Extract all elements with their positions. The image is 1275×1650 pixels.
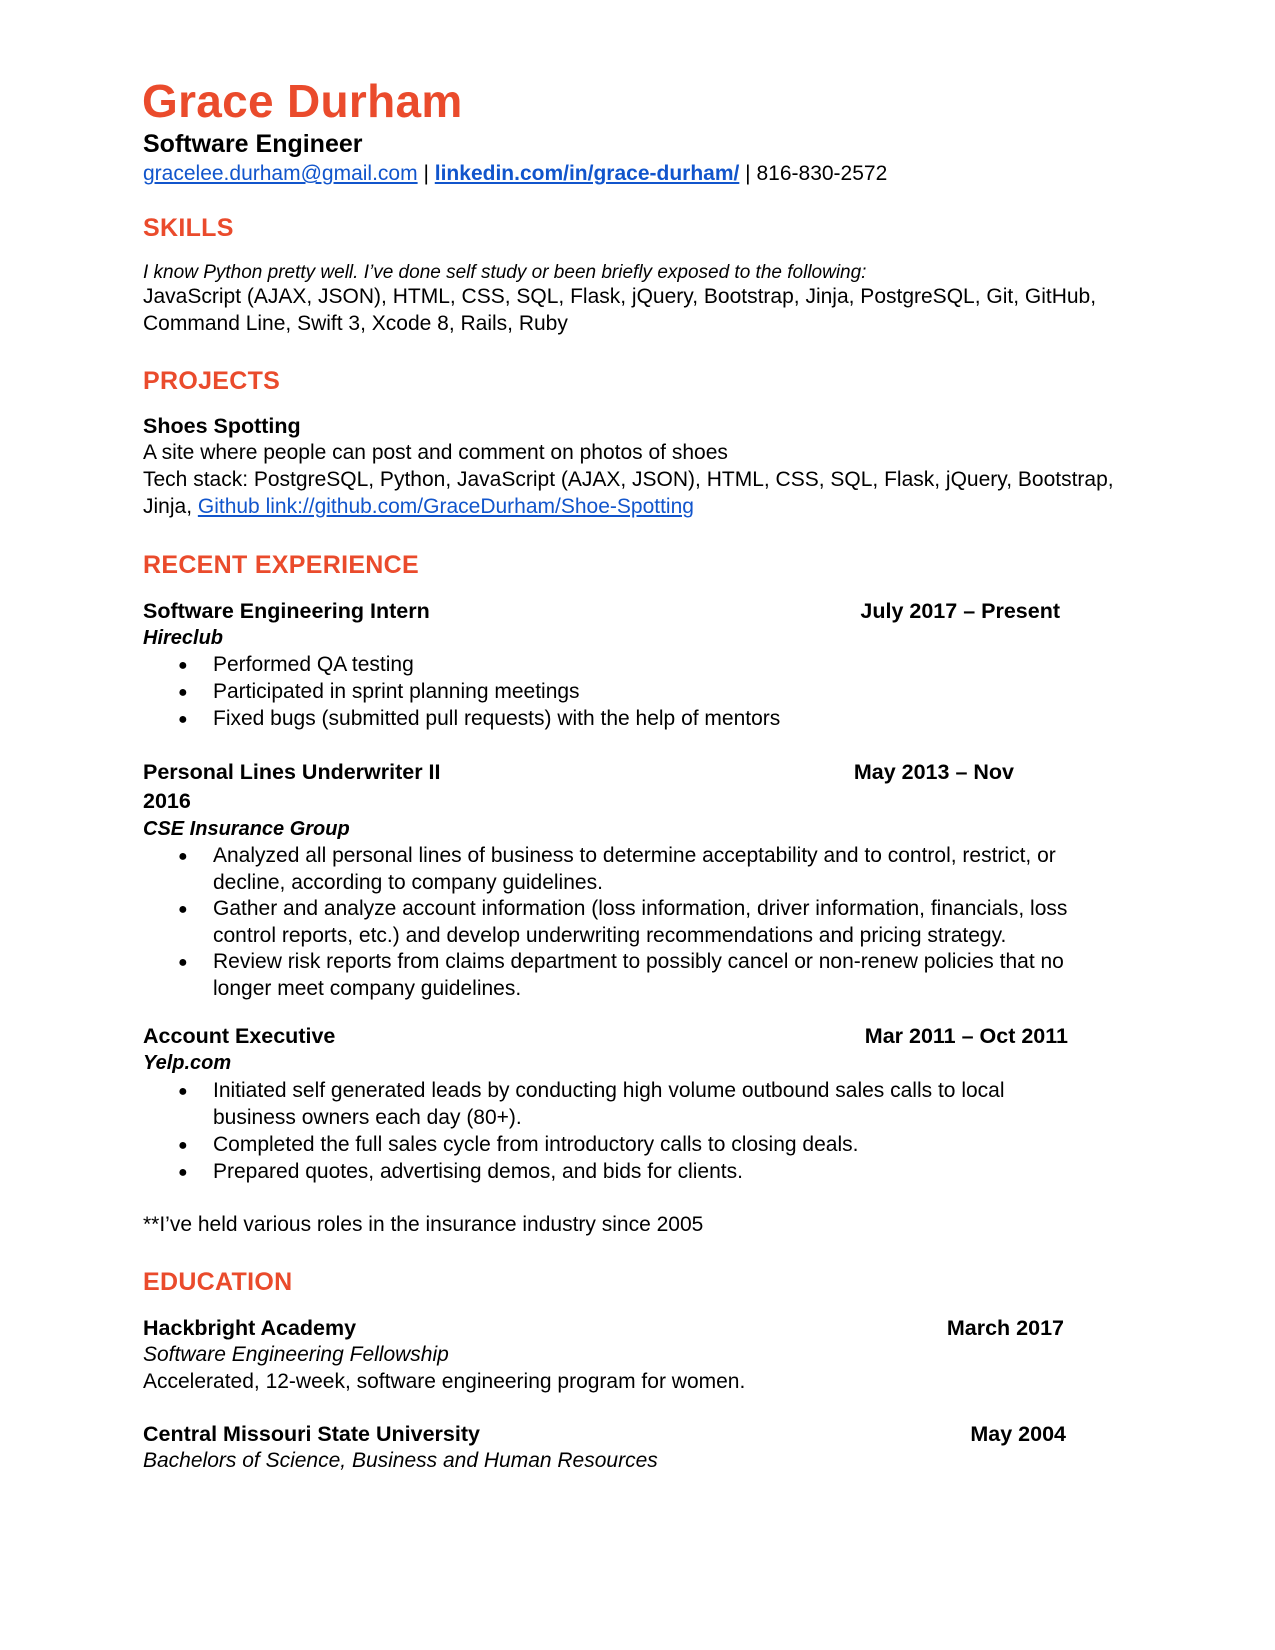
school-description: Accelerated, 12-week, software engineering program for women. <box>143 1370 746 1393</box>
list-item: Analyzed all personal lines of business to determine acceptability and to control, restrict, or <box>213 844 1056 867</box>
skills-list-line: JavaScript (AJAX, JSON), HTML, CSS, SQL, Flask, jQuery, Bootstrap, Jinja, PostgreSQL, Git, GitHub, <box>143 285 1097 308</box>
project-name: Shoes Spotting <box>143 414 301 438</box>
list-item-cont: business owners each day (80+). <box>213 1106 522 1129</box>
list-item: Gather and analyze account information (loss information, driver information, financials, loss <box>213 897 1068 920</box>
list-item: Fixed bugs (submitted pull requests) with the help of mentors <box>213 707 781 730</box>
school-program: Software Engineering Fellowship <box>143 1343 449 1366</box>
contact-separator: | <box>745 162 751 185</box>
school-name: Central Missouri State University <box>143 1422 480 1446</box>
school-program: Bachelors of Science, Business and Human Resources <box>143 1449 658 1472</box>
job-dates: July 2017 – Present <box>860 599 1060 623</box>
list-item: Participated in sprint planning meetings <box>213 680 580 703</box>
bullet-icon: ● <box>178 684 188 701</box>
job-company: Yelp.com <box>143 1052 232 1074</box>
experience-note: **I’ve held various roles in the insurance industry since 2005 <box>143 1213 704 1236</box>
phone-number: 816-830-2572 <box>756 162 888 185</box>
email-link[interactable]: gracelee.durham@gmail.com <box>143 162 418 185</box>
list-item: Performed QA testing <box>213 653 414 676</box>
projects-heading: PROJECTS <box>143 367 281 395</box>
school-name: Hackbright Academy <box>143 1316 357 1340</box>
bullet-icon: ● <box>178 954 188 971</box>
bullet-icon: ● <box>178 848 188 865</box>
bullet-icon: ● <box>178 657 188 674</box>
list-item-cont: longer meet company guidelines. <box>213 977 522 1000</box>
bullet-icon: ● <box>178 1137 188 1154</box>
school-date: March 2017 <box>946 1316 1064 1340</box>
project-tech-stack: Tech stack: PostgreSQL, Python, JavaScript (AJAX, JSON), HTML, CSS, SQL, Flask, jQuery, Bootstrap, <box>143 468 1114 491</box>
github-link[interactable]: Github link://github.com/GraceDurham/Shoe-Spotting <box>197 495 694 518</box>
list-item-cont: decline, according to company guidelines. <box>213 871 603 894</box>
bullet-icon: ● <box>178 1164 188 1181</box>
job-company: CSE Insurance Group <box>143 818 350 840</box>
bullet-icon: ● <box>178 1083 188 1100</box>
bullet-icon: ● <box>178 711 188 728</box>
job-dates-wrap: 2016 <box>143 789 191 813</box>
experience-heading: RECENT EXPERIENCE <box>143 551 419 579</box>
school-date: May 2004 <box>970 1422 1066 1446</box>
job-role: Account Executive <box>143 1024 336 1048</box>
job-dates: May 2013 – Nov <box>853 760 1014 784</box>
skills-list-line: Command Line, Swift 3, Xcode 8, Rails, Ruby <box>143 312 568 335</box>
project-description: A site where people can post and comment on photos of shoes <box>143 441 728 464</box>
project-tech-stack-cont <box>143 495 694 519</box>
candidate-name: Grace Durham <box>142 75 463 127</box>
list-item: Completed the full sales cycle from introductory calls to closing deals. <box>213 1133 859 1156</box>
job-dates: Mar 2011 – Oct 2011 <box>864 1024 1068 1048</box>
tech-stack-tail: Jinja, <box>143 495 198 518</box>
linkedin-link[interactable]: linkedin.com/in/grace-durham/ <box>434 162 740 185</box>
education-heading: EDUCATION <box>143 1268 293 1296</box>
list-item: Initiated self generated leads by conducting high volume outbound sales calls to local <box>213 1079 1005 1102</box>
skills-heading: SKILLS <box>143 214 234 242</box>
bullet-icon: ● <box>178 901 188 918</box>
list-item: Prepared quotes, advertising demos, and bids for clients. <box>213 1160 743 1183</box>
contact-separator: | <box>423 162 429 185</box>
list-item-cont: control reports, etc.) and develop underwriting recommendations and pricing strategy. <box>213 924 1007 947</box>
job-role: Personal Lines Underwriter II <box>143 760 441 784</box>
list-item: Review risk reports from claims department to possibly cancel or non-renew policies that no <box>213 950 1064 973</box>
job-role: Software Engineering Intern <box>143 599 430 623</box>
contact-line <box>143 162 887 186</box>
job-company: Hireclub <box>143 627 224 649</box>
candidate-title: Software Engineer <box>143 130 363 158</box>
skills-intro: I know Python pretty well. I’ve done self study or been briefly exposed to the following: <box>143 262 867 283</box>
